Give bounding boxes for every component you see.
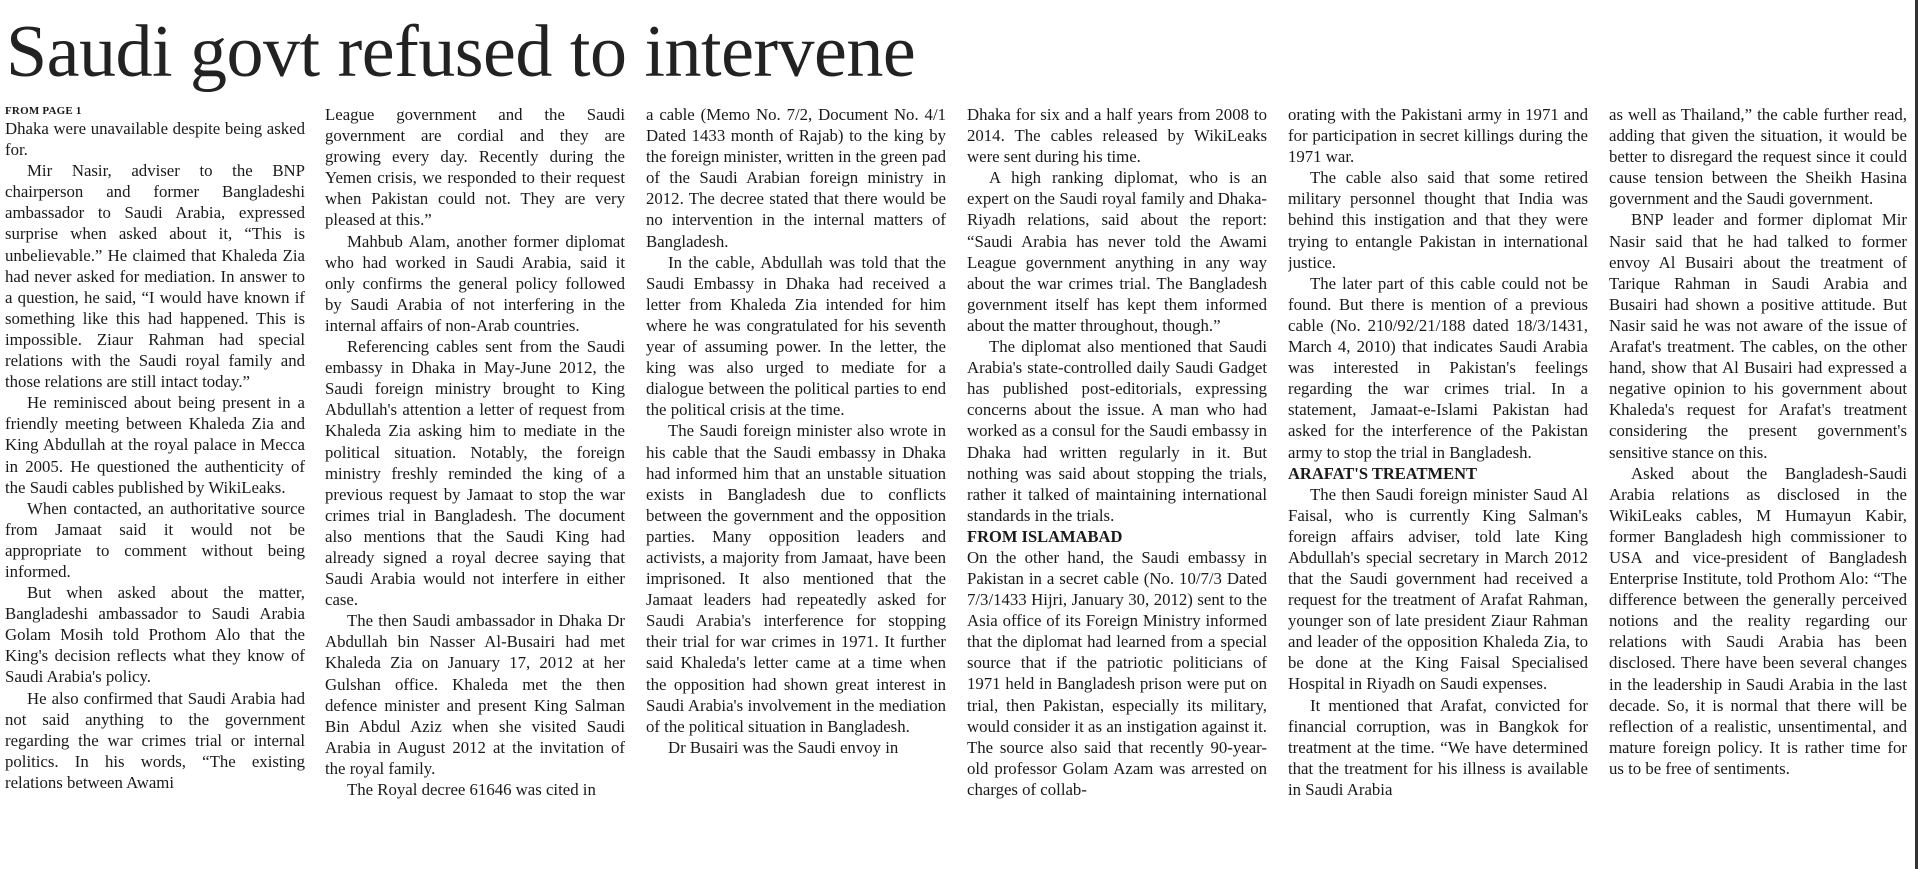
column-2: [325, 104, 625, 864]
article-paragraph: A high ranking diplomat, who is an expert on the Saudi royal family and Dhaka-Riyadh relations, said about the report: “Saudi Arabia has never told the Awami League government anything in any way about the war crimes trial. The Bangladesh government itself has kept them informed about the matter throughout, though.”: [967, 168, 1267, 335]
article-paragraph: The Saudi foreign minister also wrote in his cable that the Saudi embassy in Dhaka had informed him that an unstable situation exists in Bangladesh due to conflicts between the government and the opposition parties. Many opposition leaders and activists, a majority from Jamaat, have been imprisoned. It also mentioned that the Jamaat leaders had repeatedly asked for Saudi Arabia's interference for stopping their trial for war crimes in 1971. It further said Khaleda's letter came at a time when the opposition had shown great interest in Saudi Arabia's involvement in the mediation of the political situation in Bangladesh.: [646, 421, 946, 736]
article-paragraph: BNP leader and former diplomat Mir Nasir said that he had talked to former envoy Al Busairi about the treatment of Tarique Rahman in Saudi Arabia and Busairi had shown a positive attitude. But Nasir said he was not aware of the issue of Arafat's treatment. The cables, on the other hand, show that Al Busairi had expressed a negative opinion to his government about Khaleda's request for Arafat's treatment considering the present government's sensitive stance on this.: [1609, 210, 1907, 462]
article-paragraph: Mahbub Alam, another former diplomat who had worked in Saudi Arabia, said it only confirms the general policy followed by Saudi Arabia of not interfering in the internal affairs of non-Arab countries.: [325, 231, 625, 335]
article-paragraph: The cable also said that some retired military personnel thought that India was behind this instigation and that they were trying to entangle Pakistan in international justice.: [1288, 168, 1588, 272]
article-paragraph: In the cable, Abdullah was told that the Saudi Embassy in Dhaka had received a letter from Khaleda Zia intended for him where he was congratulated for his seventh year of assuming power. In the letter, the king was also urged to mediate for a dialogue between the political parties to end the political crisis at the time.: [646, 252, 946, 420]
article-columns: [5, 104, 1907, 864]
column-1: [5, 104, 305, 864]
article-paragraph: It mentioned that Arafat, convicted for financial corruption, was in Bangkok for treatment at the time. “We have determined that the treatment for his illness is available in Saudi Arabia: [1288, 695, 1588, 799]
article-paragraph: The then Saudi ambassador in Dhaka Dr Abdullah bin Nasser Al-Busairi had met Khaleda Zia on January 17, 2012 at her Gulshan office. Khaleda met the then defence minister and present King Salman Bin Abdul Aziz when she visited Saudi Arabia in August 2012 at the invitation of the royal family.: [325, 611, 625, 778]
article-paragraph: Referencing cables sent from the Saudi embassy in Dhaka in May-June 2012, the Saudi foreign ministry brought to King Abdullah's attention a letter of request from Khaleda Zia asking him to mediate in the political situation. Notably, the foreign ministry freshly reminded the king of a previous request by Jamaat to stop the war crimes trial in Bangladesh. The document also mentions that the Saudi King had already signed a royal decree saying that Saudi Arabia would not interfere in either case.: [325, 337, 625, 610]
article-paragraph: Mir Nasir, adviser to the BNP chairperson and former Bangladeshi ambassador to Saudi Arabia, expressed surprise when asked about it, “This is unbelievable.” He claimed that Khaleda Zia had never asked for mediation. In answer to a question, he said, “I would have known if something like this had happened. This is impossible. Ziaur Rahman had special relations with the Saudi royal family and those relations are still intact today.”: [5, 161, 305, 392]
article-paragraph: He reminisced about being present in a friendly meeting between Khaleda Zia and King Abdullah at the royal palace in Mecca in 2005. He questioned the authenticity of the Saudi cables published by WikiLeaks.: [5, 393, 305, 497]
headline: Saudi govt refused to intervene: [6, 11, 916, 93]
article-paragraph: The diplomat also mentioned that Saudi Arabia's state-controlled daily Saudi Gadget has published post-editorials, expressing concerns about the issue. A man who had worked as a consul for the Saudi embassy in Dhaka had written regularly in it. But nothing was said about stopping the trials, rather it talked of maintaining international standards in the trials.: [967, 337, 1267, 525]
column-6: [1609, 104, 1907, 864]
article-paragraph: League government and the Saudi government are cordial and they are growing every day. Recently during the Yemen crisis, we responded to their request when Pakistan could not. They are very pleased at this.”: [325, 105, 625, 230]
article-paragraph: orating with the Pakistani army in 1971 and for participation in secret killings during the 1971 war.: [1288, 105, 1588, 167]
kicker: FROM PAGE 1: [5, 105, 82, 117]
article-paragraph: Dhaka were unavailable despite being asked for.: [5, 119, 305, 160]
article-paragraph: But when asked about the matter, Bangladeshi ambassador to Saudi Arabia Golam Mosih told Prothom Alo that the King's decision reflects what they know of Saudi Arabia's policy.: [5, 583, 305, 687]
column-5: [1288, 104, 1588, 864]
article-paragraph: When contacted, an authoritative source from Jamaat said it would not be appropriate to comment without being informed.: [5, 498, 305, 581]
article-paragraph: The Royal decree 61646 was cited in: [347, 780, 596, 799]
article-paragraph: Dr Busairi was the Saudi envoy in: [668, 737, 899, 757]
article-paragraph: On the other hand, the Saudi embassy in Pakistan in a secret cable (No. 10/7/3 Dated 7/3/1433 Hijri, January 30, 2012) sent to the Asia office of its Foreign Ministry informed that the diplomat had learned from a special source that if the patriotic politicians of 1971 held in Bangladesh prison were put on trial, then Pakistan, especially its military, would consider it as an instigation against it. The source also said that recently 90-year-old professor Golam Azam was arrested on charges of collab-: [967, 547, 1267, 799]
article-paragraph: as well as Thailand,” the cable further read, adding that given the situation, it would be better to disregard the request since it could cause tension between the Sheikh Hasina government and the Saudi government.: [1609, 105, 1907, 209]
article-paragraph: He also confirmed that Saudi Arabia had not said anything to the government regarding the war crimes trial or internal politics. In his words, “The existing relations between Awami: [5, 688, 305, 792]
column-4: [967, 104, 1267, 864]
article-paragraph: The later part of this cable could not be found. But there is mention of a previous cable (No. 210/92/21/188 dated 18/3/1431, March 4, 2010) that indicates Saudi Arabia was interested in Pakistan's feelings regarding the war crimes trial. In a statement, Jamaat-e-Islami Pakistan had asked for the interference of the Pakistan army to stop the trial in Bangladesh.: [1288, 273, 1588, 462]
subheading: FROM ISLAMABAD: [967, 526, 1123, 546]
article-paragraph: Asked about the Bangladesh-Saudi Arabia relations as disclosed in the WikiLeaks cables, M Humayun Kabir, former Bangladesh high commissioner to USA and vice-president of Bangladesh Enterprise Institute, told Prothom Alo: “The difference between the generally perceived notions and the reality regarding our relations with Saudi Arabia has been disclosed. There have been several changes in the leadership in Saudi Arabia in the last decade. So, it is normal that there will be reflection of a realistic, unsentimental, and mature foreign policy. It is rather time for us to be free of sentiments.: [1609, 463, 1907, 778]
page-edge-rule: [1915, 0, 1918, 869]
subheading: ARAFAT'S TREATMENT: [1288, 463, 1478, 483]
article-paragraph: a cable (Memo No. 7/2, Document No. 4/1 Dated 1433 month of Rajab) to the king by the foreign minister, written in the green pad of the Saudi Arabian foreign ministry in 2012. The decree stated that there would be no intervention in the internal matters of Bangladesh.: [646, 105, 946, 251]
article-paragraph: Dhaka for six and a half years from 2008 to 2014. The cables released by WikiLeaks were sent during his time.: [967, 105, 1267, 167]
article-paragraph: The then Saudi foreign minister Saud Al Faisal, who is currently King Salman's foreign affairs adviser, told late King Abdullah's special secretary in March 2012 that the Saudi government had received a request for the treatment of Arafat Rahman, younger son of late president Ziaur Rahman and leader of the opposition Khaleda Zia, to be done at the King Faisal Specialised Hospital in Riyadh on Saudi expenses.: [1288, 484, 1588, 694]
column-3: [646, 104, 946, 864]
